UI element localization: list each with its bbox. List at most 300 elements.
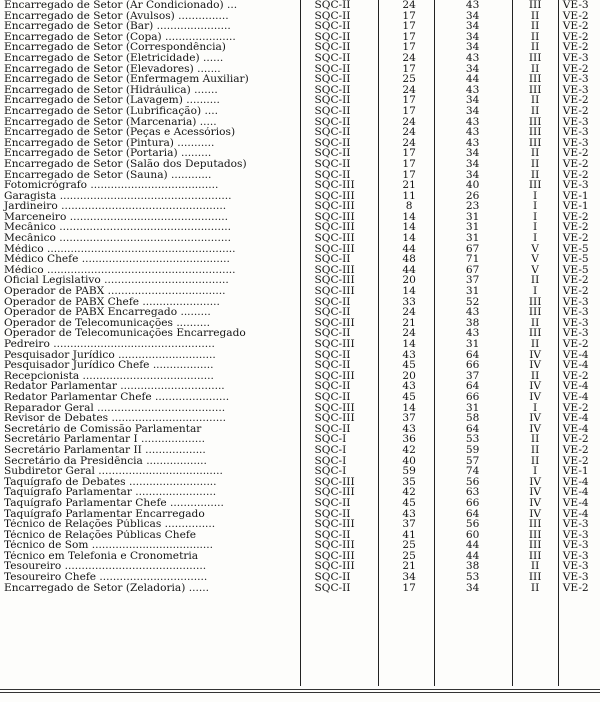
- cell-b: 43: [465, 84, 480, 96]
- cell-d: VE-5: [562, 243, 589, 255]
- table-row: [2, 487, 600, 498]
- cell-b: 59: [465, 444, 480, 456]
- cell-c: III: [528, 307, 542, 318]
- cell-c: IV: [529, 349, 542, 361]
- table-row: [2, 191, 600, 202]
- table-row: [2, 254, 600, 265]
- cell-c: IV: [529, 497, 542, 509]
- cell-group: SQC-II: [314, 95, 351, 106]
- bottom-rule: [0, 689, 600, 690]
- cell-a: 17: [402, 148, 416, 159]
- cell-b: 52: [465, 296, 480, 308]
- cell-c: III: [528, 127, 542, 138]
- cell-a: 45: [402, 391, 416, 403]
- cell-b: 34: [465, 105, 480, 117]
- cell-title: Técnico de Som ....................................: [4, 540, 214, 551]
- cell-b: 40: [465, 180, 480, 191]
- cell-a: 14: [402, 211, 416, 223]
- cell-c: II: [530, 21, 540, 32]
- table-row: [2, 403, 600, 414]
- cell-a: 17: [402, 42, 416, 53]
- cell-d: VE-1: [562, 466, 589, 477]
- cell-a: 21: [402, 561, 416, 573]
- cell-group: SQC-III: [314, 180, 355, 191]
- cell-title: Reparador Geral ......................................: [4, 402, 226, 414]
- cell-group: SQC-II: [314, 360, 351, 371]
- cell-group: SQC-II: [314, 31, 351, 43]
- cell-d: VE-3: [562, 137, 589, 149]
- cell-d: VE-2: [562, 211, 589, 223]
- cell-title: Mecânico ...................................................: [4, 233, 231, 244]
- table-row: [2, 11, 600, 22]
- cell-title: Secretário de Comissão Parlamentar: [4, 423, 202, 435]
- table-row: [2, 477, 600, 488]
- cell-a: 24: [402, 116, 416, 128]
- cell-group: SQC-II: [314, 529, 351, 541]
- cell-title: Operador de Telecomunicações Encarregado: [4, 328, 246, 339]
- cell-title: Redator Parlamentar ...............................: [4, 381, 225, 392]
- cell-title: Encarregado de Setor (Lubrificação) ....: [4, 105, 218, 117]
- cell-group: SQC-II: [314, 254, 351, 265]
- cell-d: VE-2: [562, 21, 589, 32]
- cell-a: 17: [402, 95, 416, 106]
- cell-c: II: [530, 158, 540, 170]
- cell-b: 44: [465, 540, 480, 551]
- cell-c: III: [528, 550, 542, 562]
- column-rule: [434, 0, 435, 686]
- table-row: [2, 350, 600, 361]
- cell-group: SQC-II: [314, 0, 351, 11]
- cell-title: Secretário Parlamentar II ..................: [4, 444, 206, 456]
- cell-b: 37: [465, 370, 480, 382]
- cell-c: II: [530, 169, 540, 181]
- table-body: [2, 0, 600, 593]
- cell-b: 34: [465, 158, 480, 170]
- cell-b: 64: [465, 508, 480, 520]
- cell-a: 34: [402, 572, 416, 583]
- cell-b: 31: [465, 339, 480, 350]
- cell-title: Médico Chefe ............................................: [4, 254, 230, 265]
- cell-title: Encarregado de Setor (Copa) .....................: [4, 31, 236, 43]
- table-row: [2, 286, 600, 297]
- column-rule: [378, 0, 379, 686]
- cell-title: Encarregado de Setor (Zeladoria) ......: [4, 582, 209, 594]
- cell-a: 24: [402, 328, 416, 339]
- cell-group: SQC-II: [314, 328, 351, 339]
- cell-c: III: [528, 137, 542, 149]
- cell-group: SQC-II: [314, 10, 351, 22]
- cell-a: 25: [402, 540, 416, 551]
- cell-d: VE-2: [562, 275, 589, 287]
- cell-title: Técnico de Relações Públicas Chefe: [4, 529, 197, 541]
- cell-b: 31: [465, 286, 480, 297]
- cell-a: 37: [402, 413, 416, 424]
- cell-b: 34: [465, 582, 480, 594]
- cell-b: 56: [465, 476, 480, 488]
- cell-group: SQC-I: [314, 466, 347, 477]
- cell-d: VE-2: [562, 455, 589, 467]
- bottom-rule: [0, 692, 600, 693]
- cell-d: VE-1: [562, 190, 589, 202]
- cell-title: Revisor de Debates ..................................: [4, 413, 226, 424]
- cell-d: VE-4: [562, 476, 589, 488]
- cell-a: 8: [405, 201, 413, 212]
- cell-group: SQC-II: [314, 74, 351, 85]
- table-row: [2, 95, 600, 106]
- cell-group: SQC-I: [314, 455, 347, 467]
- table-row: [2, 222, 600, 233]
- cell-title: Encarregado de Setor (Salão dos Deputados): [4, 158, 247, 170]
- cell-c: II: [530, 31, 540, 43]
- cell-group: SQC-II: [314, 423, 351, 435]
- cell-b: 34: [465, 42, 480, 53]
- cell-a: 45: [402, 497, 416, 509]
- table-row: [2, 64, 600, 75]
- cell-b: 66: [465, 497, 480, 509]
- cell-title: Taquígrafo Parlamentar Chefe ................: [4, 497, 224, 509]
- cell-c: IV: [529, 413, 542, 424]
- table-row: [2, 339, 600, 350]
- cell-title: Técnico em Telefonia e Cronometria: [4, 550, 199, 562]
- column-rule: [558, 0, 559, 686]
- cell-c: III: [528, 328, 542, 339]
- cell-c: II: [530, 317, 540, 329]
- table-row: [2, 42, 600, 53]
- table-row: [2, 392, 600, 403]
- table-row: [2, 583, 600, 594]
- cell-title: Recepcionista .......................................: [4, 370, 214, 382]
- cell-c: IV: [529, 360, 542, 371]
- cell-group: SQC-III: [314, 487, 355, 498]
- cell-b: 44: [465, 74, 480, 85]
- cell-b: 26: [465, 190, 480, 202]
- cell-d: VE-3: [562, 52, 589, 64]
- cell-b: 34: [465, 169, 480, 181]
- cell-d: VE-3: [562, 529, 589, 541]
- table-row: [2, 21, 600, 32]
- cell-b: 43: [465, 0, 480, 11]
- cell-c: IV: [529, 381, 542, 392]
- cell-a: 17: [402, 21, 416, 32]
- table-row: [2, 519, 600, 530]
- cell-a: 17: [402, 63, 416, 75]
- table-row: [2, 212, 600, 223]
- cell-title: Tesoureiro Chefe ................................: [4, 572, 208, 583]
- cell-title: Operador de PABX Encarregado .........: [4, 307, 211, 318]
- cell-title: Taquígrafo Parlamentar Encarregado: [4, 508, 205, 520]
- column-rule: [300, 0, 301, 686]
- cell-a: 11: [402, 190, 416, 202]
- cell-group: SQC-II: [314, 148, 351, 159]
- cell-group: SQC-III: [314, 550, 355, 562]
- cell-b: 60: [465, 529, 480, 541]
- cell-a: 36: [402, 434, 416, 445]
- cell-a: 24: [402, 307, 416, 318]
- cell-group: SQC-III: [314, 402, 355, 414]
- cell-c: II: [530, 370, 540, 382]
- cell-d: VE-4: [562, 349, 589, 361]
- table-row: [2, 424, 600, 435]
- cell-b: 63: [465, 487, 480, 498]
- cell-c: III: [528, 540, 542, 551]
- cell-c: II: [530, 42, 540, 53]
- cell-title: Encarregado de Setor (Enfermagem Auxiliar): [4, 74, 249, 85]
- cell-a: 17: [402, 582, 416, 594]
- cell-a: 24: [402, 127, 416, 138]
- cell-b: 43: [465, 307, 480, 318]
- cell-group: SQC-I: [314, 444, 347, 456]
- table-row: [2, 201, 600, 212]
- cell-d: VE-4: [562, 413, 589, 424]
- cell-a: 20: [402, 370, 416, 382]
- cell-group: SQC-III: [314, 413, 355, 424]
- table-row: [2, 180, 600, 191]
- table-row: [2, 170, 600, 181]
- cell-group: SQC-II: [314, 158, 351, 170]
- cell-title: Oficial Legislativo .....................................: [4, 275, 229, 287]
- cell-title: Tesoureiro ..........................................: [4, 561, 207, 573]
- cell-title: Encarregado de Setor (Sauna) ............: [4, 169, 212, 181]
- cell-c: II: [530, 434, 540, 445]
- cell-group: SQC-III: [314, 339, 355, 350]
- cell-c: II: [530, 148, 540, 159]
- table-row: [2, 275, 600, 286]
- table-row: [2, 360, 600, 371]
- table-row: [2, 53, 600, 64]
- table-row: [2, 530, 600, 541]
- cell-c: IV: [529, 508, 542, 520]
- cell-a: 24: [402, 52, 416, 64]
- cell-group: SQC-III: [314, 222, 355, 234]
- cell-title: Taquígrafo de Debates ..........................: [4, 476, 217, 488]
- cell-d: VE-3: [562, 84, 589, 96]
- cell-title: Encarregado de Setor (Eletricidade) ......: [4, 52, 224, 64]
- cell-title: Encarregado de Setor (Bar) ......................: [4, 21, 231, 32]
- cell-title: Encarregado de Setor (Marcenaria) .....: [4, 116, 217, 128]
- cell-a: 25: [402, 550, 416, 562]
- cell-c: II: [530, 10, 540, 22]
- cell-d: VE-5: [562, 254, 589, 265]
- cell-d: VE-3: [562, 74, 589, 85]
- cell-group: SQC-II: [314, 169, 351, 181]
- cell-a: 59: [402, 466, 416, 477]
- cell-d: VE-3: [562, 572, 589, 583]
- cell-group: SQC-II: [314, 572, 351, 583]
- table-row: [2, 328, 600, 339]
- table-row: [2, 233, 600, 244]
- cell-d: VE-4: [562, 381, 589, 392]
- cell-d: VE-3: [562, 317, 589, 329]
- cell-d: VE-4: [562, 487, 589, 498]
- cell-group: SQC-II: [314, 307, 351, 318]
- cell-d: VE-2: [562, 286, 589, 297]
- cell-a: 25: [402, 74, 416, 85]
- cell-a: 24: [402, 0, 416, 11]
- cell-group: SQC-II: [314, 63, 351, 75]
- cell-a: 21: [402, 317, 416, 329]
- cell-title: Mecânico ...................................................: [4, 222, 231, 234]
- cell-b: 31: [465, 222, 480, 234]
- cell-a: 24: [402, 84, 416, 96]
- cell-b: 64: [465, 423, 480, 435]
- cell-a: 43: [402, 381, 416, 392]
- cell-b: 64: [465, 349, 480, 361]
- cell-a: 17: [402, 158, 416, 170]
- cell-c: III: [528, 572, 542, 583]
- cell-b: 43: [465, 52, 480, 64]
- cell-d: VE-2: [562, 105, 589, 117]
- table-row: [2, 297, 600, 308]
- cell-b: 23: [465, 201, 480, 212]
- cell-d: VE-4: [562, 360, 589, 371]
- cell-title: Pesquisador Jurídico Chefe ..................: [4, 360, 214, 371]
- cell-a: 21: [402, 180, 416, 191]
- cell-group: SQC-II: [314, 42, 351, 53]
- cell-a: 35: [402, 476, 416, 488]
- cell-title: Encarregado de Setor (Peças e Acessórios): [4, 127, 236, 138]
- cell-group: SQC-II: [314, 116, 351, 128]
- cell-group: SQC-III: [314, 233, 355, 244]
- cell-a: 17: [402, 169, 416, 181]
- cell-d: VE-3: [562, 519, 589, 530]
- cell-group: SQC-III: [314, 201, 355, 212]
- cell-c: II: [530, 455, 540, 467]
- cell-group: SQC-II: [314, 52, 351, 64]
- cell-title: Encarregado de Setor (Correspondência): [4, 42, 226, 53]
- table-row: [2, 127, 600, 138]
- cell-group: SQC-III: [314, 540, 355, 551]
- cell-d: VE-2: [562, 10, 589, 22]
- cell-title: Encarregado de Setor (Portaria) .........: [4, 148, 212, 159]
- cell-group: SQC-II: [314, 349, 351, 361]
- cell-d: VE-2: [562, 148, 589, 159]
- cell-group: SQC-I: [314, 434, 347, 445]
- cell-group: SQC-III: [314, 243, 355, 255]
- cell-b: 34: [465, 21, 480, 32]
- cell-group: SQC-III: [314, 286, 355, 297]
- cell-a: 14: [402, 339, 416, 350]
- cell-a: 44: [402, 264, 416, 276]
- cell-group: SQC-III: [314, 317, 355, 329]
- cell-title: Encarregado de Setor (Lavagem) ..........: [4, 95, 220, 106]
- cell-c: IV: [529, 391, 542, 403]
- table-row: [2, 117, 600, 128]
- table-row: [2, 318, 600, 329]
- cell-d: VE-4: [562, 391, 589, 403]
- cell-d: VE-2: [562, 434, 589, 445]
- cell-d: VE-2: [562, 402, 589, 414]
- cell-a: 14: [402, 402, 416, 414]
- table-row: [2, 106, 600, 117]
- cell-title: Encarregado de Setor (Avulsos) ...............: [4, 10, 229, 22]
- cell-b: 38: [465, 317, 480, 329]
- cell-d: VE-2: [562, 233, 589, 244]
- cell-b: 67: [465, 264, 480, 276]
- cell-title: Pesquisador Jurídico .............................: [4, 349, 216, 361]
- cell-group: SQC-II: [314, 391, 351, 403]
- cell-b: 31: [465, 402, 480, 414]
- cell-a: 44: [402, 243, 416, 255]
- cell-d: VE-4: [562, 423, 589, 435]
- table-row: [2, 466, 600, 477]
- cell-group: SQC-III: [314, 519, 355, 530]
- table-row: [2, 148, 600, 159]
- cell-group: SQC-II: [314, 21, 351, 32]
- column-rule: [512, 0, 513, 686]
- cell-b: 57: [465, 455, 480, 467]
- cell-b: 44: [465, 550, 480, 562]
- cell-d: VE-2: [562, 169, 589, 181]
- cell-c: II: [530, 275, 540, 287]
- cell-a: 43: [402, 423, 416, 435]
- table-row: [2, 159, 600, 170]
- cell-d: VE-2: [562, 370, 589, 382]
- cell-c: II: [530, 63, 540, 75]
- cell-d: VE-4: [562, 508, 589, 520]
- cell-title: Encarregado de Setor (Elevadores) .......: [4, 63, 221, 75]
- cell-c: II: [530, 339, 540, 350]
- table-row: [2, 138, 600, 149]
- cell-d: VE-4: [562, 497, 589, 509]
- cell-c: III: [528, 52, 542, 64]
- cell-b: 31: [465, 233, 480, 244]
- cell-title: Operador de Telecomunicações ..........: [4, 317, 210, 329]
- cell-a: 14: [402, 233, 416, 244]
- table-row: [2, 307, 600, 318]
- cell-c: I: [533, 201, 538, 212]
- cell-b: 34: [465, 95, 480, 106]
- table-row: [2, 572, 600, 583]
- cell-a: 43: [402, 349, 416, 361]
- table-row: [2, 456, 600, 467]
- cell-c: III: [528, 180, 542, 191]
- cell-a: 20: [402, 275, 416, 287]
- table-row: [2, 85, 600, 96]
- cell-group: SQC-II: [314, 582, 351, 594]
- cell-a: 48: [402, 254, 416, 265]
- cell-d: VE-2: [562, 339, 589, 350]
- cell-c: II: [530, 582, 540, 594]
- table-row: [2, 445, 600, 456]
- cell-c: III: [528, 296, 542, 308]
- cell-d: VE-1: [562, 201, 589, 212]
- cell-group: SQC-III: [314, 561, 355, 573]
- cell-title: Operador de PABX Chefe .......................: [4, 296, 220, 308]
- cell-c: I: [533, 466, 538, 477]
- cell-group: SQC-III: [314, 190, 355, 202]
- cell-d: VE-2: [562, 444, 589, 456]
- cell-c: IV: [529, 423, 542, 435]
- cell-c: II: [530, 561, 540, 573]
- cell-d: VE-5: [562, 264, 589, 276]
- cell-group: SQC-II: [314, 497, 351, 509]
- cell-title: Encarregado de Setor (Hidráulica) .......: [4, 84, 218, 96]
- table-row: [2, 434, 600, 445]
- cell-b: 43: [465, 328, 480, 339]
- cell-group: SQC-II: [314, 137, 351, 149]
- cell-b: 66: [465, 391, 480, 403]
- cell-a: 42: [402, 444, 416, 456]
- cell-title: Operador de PABX ...................................: [4, 286, 226, 297]
- table-row: [2, 381, 600, 392]
- cell-group: SQC-II: [314, 84, 351, 96]
- cell-c: III: [528, 84, 542, 96]
- cell-d: VE-2: [562, 158, 589, 170]
- table-row: [2, 244, 600, 255]
- cell-b: 34: [465, 63, 480, 75]
- cell-c: I: [533, 190, 538, 202]
- table-row: [2, 413, 600, 424]
